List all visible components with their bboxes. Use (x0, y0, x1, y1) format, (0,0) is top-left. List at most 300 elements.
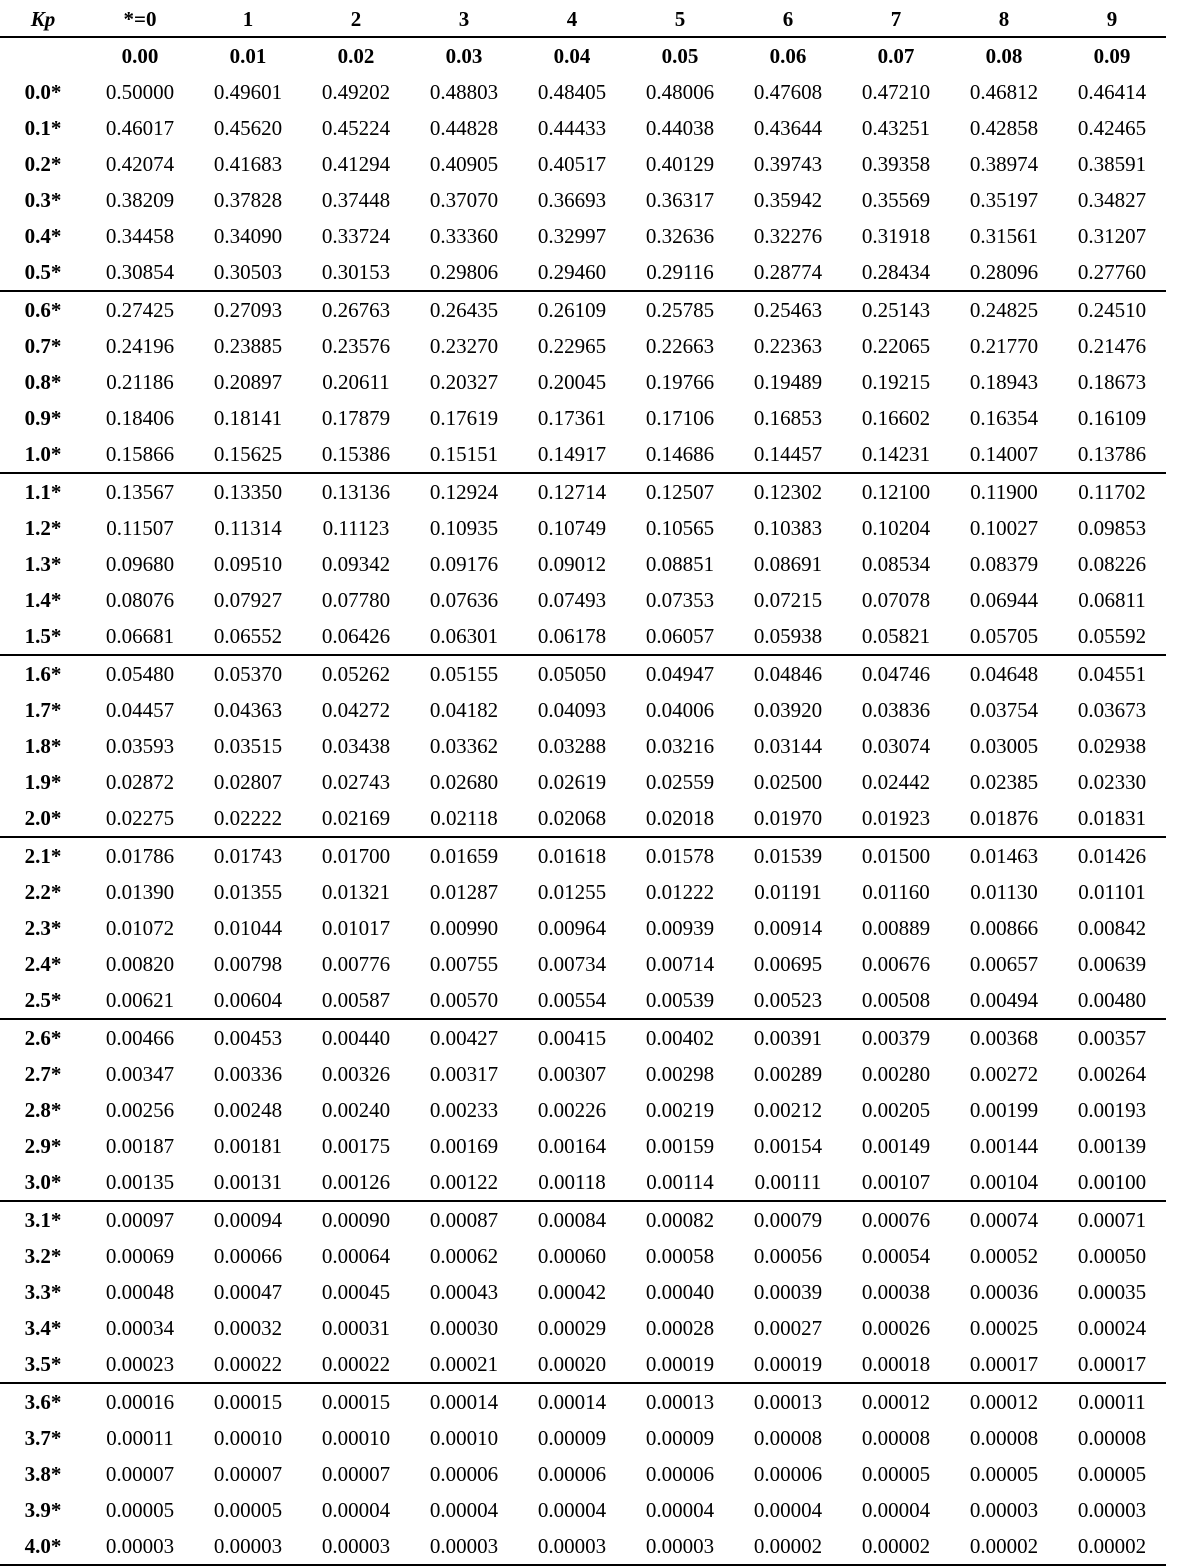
table-cell: 0.00714 (645, 951, 715, 976)
table-cell: 0.01222 (645, 879, 715, 904)
table-cell: 0.05938 (753, 623, 823, 648)
table-cell: 0.00013 (753, 1389, 823, 1414)
table-cell: 0.00914 (753, 915, 823, 940)
table-cell: 0.00038 (861, 1279, 931, 1304)
table-row (0, 874, 1166, 910)
table-cell: 0.00107 (861, 1169, 931, 1194)
table-cell: 0.00219 (645, 1097, 715, 1122)
table-row (0, 1128, 1166, 1164)
table-row (0, 692, 1166, 728)
table-row (0, 764, 1166, 800)
table-cell: 0.22663 (645, 333, 715, 358)
table-cell: 0.00027 (753, 1315, 823, 1340)
table-cell: 0.00003 (321, 1533, 391, 1558)
table-cell: 0.00298 (645, 1061, 715, 1086)
table-cell: 0.00402 (645, 1025, 715, 1050)
table-cell: 0.00022 (213, 1351, 283, 1376)
table-cell: 0.00047 (213, 1279, 283, 1304)
row-label: 0.1* (24, 115, 62, 140)
table-row (0, 510, 1166, 546)
row-label: 3.9* (24, 1497, 62, 1522)
table-cell: 0.06301 (429, 623, 499, 648)
table-cell: 0.00003 (969, 1497, 1039, 1522)
column-header: 3 (458, 6, 470, 31)
row-label: 1.6* (24, 661, 62, 686)
table-row (0, 146, 1166, 182)
table-cell: 0.00006 (645, 1461, 715, 1486)
table-cell: 0.01876 (969, 805, 1039, 830)
row-label: 3.7* (24, 1425, 62, 1450)
table-cell: 0.09176 (429, 551, 499, 576)
table-cell: 0.00415 (537, 1025, 607, 1050)
table-row (0, 1201, 1166, 1238)
table-cell: 0.42465 (1077, 115, 1147, 140)
table-row (0, 328, 1166, 364)
table-row (0, 1346, 1166, 1383)
table-cell: 0.00336 (213, 1061, 283, 1086)
table-cell: 0.00010 (429, 1425, 499, 1450)
table-cell: 0.08691 (753, 551, 823, 576)
table-cell: 0.00199 (969, 1097, 1039, 1122)
table-cell: 0.00755 (429, 951, 499, 976)
table-cell: 0.00012 (861, 1389, 931, 1414)
table-row (0, 946, 1166, 982)
table-cell: 0.04457 (105, 697, 175, 722)
table-cell: 0.34090 (213, 223, 283, 248)
table-cell: 0.00097 (105, 1207, 175, 1232)
table-row (0, 982, 1166, 1019)
table-cell: 0.31561 (969, 223, 1039, 248)
table-cell: 0.00050 (1077, 1243, 1147, 1268)
table-cell: 0.14917 (537, 441, 607, 466)
table-cell: 0.00480 (1077, 987, 1147, 1012)
table-cell: 0.00029 (537, 1315, 607, 1340)
table-cell: 0.00034 (105, 1315, 175, 1340)
table-row (0, 1310, 1166, 1346)
row-label: 0.2* (24, 151, 62, 176)
table-cell: 0.00866 (969, 915, 1039, 940)
table-cell: 0.00004 (321, 1497, 391, 1522)
table-cell: 0.40517 (537, 151, 607, 176)
table-cell: 0.00010 (213, 1425, 283, 1450)
table-cell: 0.01618 (537, 843, 607, 868)
table-row (0, 364, 1166, 400)
table-cell: 0.27760 (1077, 259, 1147, 284)
table-cell: 0.03216 (645, 733, 715, 758)
table-cell: 0.18673 (1077, 369, 1147, 394)
table-cell: 0.00135 (105, 1169, 175, 1194)
table-cell: 0.28096 (969, 259, 1039, 284)
table-cell: 0.00031 (321, 1315, 391, 1340)
table-cell: 0.07215 (753, 587, 823, 612)
table-cell: 0.01321 (321, 879, 391, 904)
table-cell: 0.13567 (105, 479, 175, 504)
table-cell: 0.30854 (105, 259, 175, 284)
table-cell: 0.00154 (753, 1133, 823, 1158)
table-cell: 0.02500 (753, 769, 823, 794)
table-cell: 0.08379 (969, 551, 1039, 576)
table-cell: 0.00008 (1077, 1425, 1147, 1450)
table-cell: 0.00023 (105, 1351, 175, 1376)
table-cell: 0.08226 (1077, 551, 1147, 576)
table-cell: 0.02743 (321, 769, 391, 794)
table-cell: 0.05155 (429, 661, 499, 686)
table-row (0, 1383, 1166, 1420)
table-cell: 0.00016 (105, 1389, 175, 1414)
table-cell: 0.01539 (753, 843, 823, 868)
table-cell: 0.26109 (537, 297, 607, 322)
column-header: 6 (782, 6, 794, 31)
table-cell: 0.20611 (322, 369, 390, 394)
table-cell: 0.00676 (861, 951, 931, 976)
table-cell: 0.06552 (213, 623, 283, 648)
table-cell: 0.02018 (645, 805, 715, 830)
table-cell: 0.41294 (321, 151, 391, 176)
table-cell: 0.00842 (1077, 915, 1147, 940)
table-cell: 0.00494 (969, 987, 1039, 1012)
table-cell: 0.11702 (1078, 479, 1146, 504)
table-cell: 0.00639 (1077, 951, 1147, 976)
table-cell: 0.00048 (105, 1279, 175, 1304)
table-cell: 0.00193 (1077, 1097, 1147, 1122)
table-cell: 0.00003 (429, 1533, 499, 1558)
table-cell: 0.00008 (753, 1425, 823, 1450)
column-header: *=0 (123, 6, 157, 31)
table-cell: 0.06681 (105, 623, 175, 648)
table-cell: 0.17361 (537, 405, 607, 430)
table-cell: 0.00280 (861, 1061, 931, 1086)
table-cell: 0.02068 (537, 805, 607, 830)
row-label: 2.4* (24, 951, 62, 976)
table-cell: 0.16602 (861, 405, 931, 430)
table-cell: 0.00554 (537, 987, 607, 1012)
table-cell: 0.00039 (753, 1279, 823, 1304)
row-label: 3.2* (24, 1243, 62, 1268)
table-cell: 0.00272 (969, 1061, 1039, 1086)
table-cell: 0.00003 (645, 1533, 715, 1558)
table-cell: 0.00030 (429, 1315, 499, 1340)
table-cell: 0.00118 (538, 1169, 606, 1194)
table-cell: 0.04551 (1077, 661, 1147, 686)
table-cell: 0.00820 (105, 951, 175, 976)
table-cell: 0.23885 (213, 333, 283, 358)
table-cell: 0.36317 (645, 187, 715, 212)
table-cell: 0.13786 (1077, 441, 1147, 466)
table-cell: 0.00009 (645, 1425, 715, 1450)
header-row-digits (0, 2, 1166, 37)
row-label: 1.2* (24, 515, 62, 540)
table-cell: 0.02442 (861, 769, 931, 794)
table-cell: 0.07927 (213, 587, 283, 612)
table-cell: 0.04947 (645, 661, 715, 686)
table-cell: 0.00131 (213, 1169, 283, 1194)
table-cell: 0.09853 (1077, 515, 1147, 540)
table-cell: 0.00043 (429, 1279, 499, 1304)
table-cell: 0.20327 (429, 369, 499, 394)
table-cell: 0.00212 (753, 1097, 823, 1122)
table-cell: 0.04272 (321, 697, 391, 722)
table-cell: 0.00002 (969, 1533, 1039, 1558)
table-cell: 0.00009 (537, 1425, 607, 1450)
table-cell: 0.01101 (1078, 879, 1146, 904)
table-cell: 0.03362 (429, 733, 499, 758)
table-cell: 0.07353 (645, 587, 715, 612)
table-cell: 0.00040 (645, 1279, 715, 1304)
table-cell: 0.17879 (321, 405, 391, 430)
table-cell: 0.00169 (429, 1133, 499, 1158)
row-label: 2.3* (24, 915, 62, 940)
table-row (0, 618, 1166, 655)
table-cell: 0.07078 (861, 587, 931, 612)
table-cell: 0.37828 (213, 187, 283, 212)
table-cell: 0.00069 (105, 1243, 175, 1268)
table-cell: 0.00104 (969, 1169, 1039, 1194)
table-cell: 0.00139 (1077, 1133, 1147, 1158)
table-cell: 0.49202 (321, 79, 391, 104)
offset-header: 0.02 (337, 43, 375, 68)
row-label: 2.7* (24, 1061, 62, 1086)
table-cell: 0.02680 (429, 769, 499, 794)
table-cell: 0.48006 (645, 79, 715, 104)
table-cell: 0.01044 (213, 915, 283, 940)
table-cell: 0.00379 (861, 1025, 931, 1050)
row-label: 1.3* (24, 551, 62, 576)
table-cell: 0.05370 (213, 661, 283, 686)
table-cell: 0.19215 (861, 369, 931, 394)
row-label: 1.8* (24, 733, 62, 758)
table-cell: 0.37448 (321, 187, 391, 212)
table-cell: 0.47210 (861, 79, 931, 104)
table-cell: 0.00076 (861, 1207, 931, 1232)
table-row (0, 1420, 1166, 1456)
table-cell: 0.19489 (753, 369, 823, 394)
table-cell: 0.45224 (321, 115, 391, 140)
table-cell: 0.00111 (754, 1169, 822, 1194)
table-row (0, 218, 1166, 254)
offset-header: 0.01 (229, 43, 267, 68)
table-cell: 0.26435 (429, 297, 499, 322)
table-cell: 0.05592 (1077, 623, 1147, 648)
table-cell: 0.29460 (537, 259, 607, 284)
table-cell: 0.00570 (429, 987, 499, 1012)
table-cell: 0.00010 (321, 1425, 391, 1450)
row-label: 2.9* (24, 1133, 62, 1158)
table-cell: 0.39743 (753, 151, 823, 176)
offset-header: 0.04 (553, 43, 591, 68)
table-cell: 0.13350 (213, 479, 283, 504)
table-row (0, 400, 1166, 436)
table-cell: 0.05705 (969, 623, 1039, 648)
table-cell: 0.00003 (105, 1533, 175, 1558)
table-cell: 0.06426 (321, 623, 391, 648)
table-cell: 0.00054 (861, 1243, 931, 1268)
table-cell: 0.00011 (106, 1425, 174, 1450)
table-cell: 0.44828 (429, 115, 499, 140)
table-cell: 0.46017 (105, 115, 175, 140)
table-cell: 0.08076 (105, 587, 175, 612)
table-cell: 0.06178 (537, 623, 607, 648)
table-cell: 0.21770 (969, 333, 1039, 358)
table-cell: 0.05050 (537, 661, 607, 686)
table-cell: 0.22065 (861, 333, 931, 358)
table-cell: 0.00240 (321, 1097, 391, 1122)
table-cell: 0.01426 (1077, 843, 1147, 868)
table-row (0, 546, 1166, 582)
table-cell: 0.00004 (753, 1497, 823, 1522)
table-cell: 0.01743 (213, 843, 283, 868)
table-cell: 0.42858 (969, 115, 1039, 140)
column-header: 8 (998, 6, 1010, 31)
table-cell: 0.49601 (213, 79, 283, 104)
table-cell: 0.02807 (213, 769, 283, 794)
table-cell: 0.02385 (969, 769, 1039, 794)
table-cell: 0.00064 (321, 1243, 391, 1268)
table-cell: 0.02169 (321, 805, 391, 830)
table-cell: 0.00114 (646, 1169, 714, 1194)
table-cell: 0.18141 (213, 405, 283, 430)
table-cell: 0.00776 (321, 951, 391, 976)
table-cell: 0.00003 (1077, 1497, 1147, 1522)
table-cell: 0.00008 (861, 1425, 931, 1450)
table-cell: 0.00126 (321, 1169, 391, 1194)
table-cell: 0.00018 (861, 1351, 931, 1376)
table-cell: 0.03673 (1077, 697, 1147, 722)
table-cell: 0.03144 (753, 733, 823, 758)
table-cell: 0.23270 (429, 333, 499, 358)
table-row (0, 291, 1166, 328)
table-cell: 0.00539 (645, 987, 715, 1012)
row-label: 2.1* (24, 843, 62, 868)
table-cell: 0.15625 (213, 441, 283, 466)
table-cell: 0.41683 (213, 151, 283, 176)
row-label: 3.6* (24, 1389, 62, 1414)
table-cell: 0.08851 (645, 551, 715, 576)
table-cell: 0.05480 (105, 661, 175, 686)
offset-header: 0.05 (661, 43, 699, 68)
table-cell: 0.00007 (321, 1461, 391, 1486)
table-cell: 0.38209 (105, 187, 175, 212)
row-label: 1.0* (24, 441, 62, 466)
row-label: 1.4* (24, 587, 62, 612)
table-cell: 0.00508 (861, 987, 931, 1012)
table-cell: 0.04093 (537, 697, 607, 722)
table-row (0, 1238, 1166, 1274)
table-cell: 0.00005 (861, 1461, 931, 1486)
table-cell: 0.02222 (213, 805, 283, 830)
table-cell: 0.16354 (969, 405, 1039, 430)
table-cell: 0.43644 (753, 115, 823, 140)
table-cell: 0.15151 (429, 441, 499, 466)
header-row-offsets (0, 37, 1166, 74)
offset-header: 0.06 (769, 43, 807, 68)
table-cell: 0.00939 (645, 915, 715, 940)
table-cell: 0.14457 (753, 441, 823, 466)
table-cell: 0.00020 (537, 1351, 607, 1376)
table-row (0, 1092, 1166, 1128)
table-cell: 0.38974 (969, 151, 1039, 176)
row-label: 0.3* (24, 187, 62, 212)
table-cell: 0.10383 (753, 515, 823, 540)
table-cell: 0.00074 (969, 1207, 1039, 1232)
table-cell: 0.01160 (862, 879, 930, 904)
table-row (0, 1164, 1166, 1201)
table-cell: 0.40129 (645, 151, 715, 176)
table-row (0, 1274, 1166, 1310)
table-cell: 0.14686 (645, 441, 715, 466)
row-label: 1.7* (24, 697, 62, 722)
row-label: 0.4* (24, 223, 62, 248)
table-cell: 0.03593 (105, 733, 175, 758)
table-cell: 0.00013 (645, 1389, 715, 1414)
row-label: 3.0* (24, 1169, 62, 1194)
table-cell: 0.13136 (321, 479, 391, 504)
table-cell: 0.23576 (321, 333, 391, 358)
table-cell: 0.35942 (753, 187, 823, 212)
table-cell: 0.00734 (537, 951, 607, 976)
table-cell: 0.26763 (321, 297, 391, 322)
table-cell: 0.11314 (214, 515, 282, 540)
offset-header: 0.00 (121, 43, 159, 68)
table-cell: 0.40905 (429, 151, 499, 176)
table-cell: 0.44433 (537, 115, 607, 140)
table-cell: 0.00144 (969, 1133, 1039, 1158)
table-cell: 0.01017 (321, 915, 391, 940)
table-cell: 0.00066 (213, 1243, 283, 1268)
table-cell: 0.10204 (861, 515, 931, 540)
table-cell: 0.07636 (429, 587, 499, 612)
row-label: 3.8* (24, 1461, 62, 1486)
corner-cell (0, 37, 86, 74)
table-cell: 0.29806 (429, 259, 499, 284)
table-cell: 0.01831 (1077, 805, 1147, 830)
table-cell: 0.03515 (213, 733, 283, 758)
column-header: 7 (890, 6, 902, 31)
row-label: 3.5* (24, 1351, 62, 1376)
table-cell: 0.00006 (429, 1461, 499, 1486)
table-cell: 0.29116 (646, 259, 714, 284)
table-cell: 0.12714 (537, 479, 607, 504)
table-cell: 0.00019 (753, 1351, 823, 1376)
table-cell: 0.00007 (213, 1461, 283, 1486)
table-cell: 0.17106 (645, 405, 715, 430)
table-cell: 0.32276 (753, 223, 823, 248)
table-cell: 0.00014 (429, 1389, 499, 1414)
table-cell: 0.24510 (1077, 297, 1147, 322)
row-label: 0.9* (24, 405, 62, 430)
table-cell: 0.19766 (645, 369, 715, 394)
table-cell: 0.00005 (1077, 1461, 1147, 1486)
table-cell: 0.00248 (213, 1097, 283, 1122)
table-cell: 0.00024 (1077, 1315, 1147, 1340)
table-cell: 0.16853 (753, 405, 823, 430)
table-cell: 0.17619 (429, 405, 499, 430)
table-row (0, 655, 1166, 692)
table-cell: 0.28434 (861, 259, 931, 284)
table-cell: 0.00453 (213, 1025, 283, 1050)
table-cell: 0.06057 (645, 623, 715, 648)
table-cell: 0.39358 (861, 151, 931, 176)
table-row (0, 1492, 1166, 1528)
table-cell: 0.12100 (861, 479, 931, 504)
table-cell: 0.00036 (969, 1279, 1039, 1304)
column-header: 5 (674, 6, 686, 31)
table-cell: 0.16109 (1077, 405, 1147, 430)
table-cell: 0.06811 (1078, 587, 1146, 612)
table-cell: 0.00084 (537, 1207, 607, 1232)
offset-header: 0.07 (877, 43, 915, 68)
table-cell: 0.00060 (537, 1243, 607, 1268)
table-cell: 0.01923 (861, 805, 931, 830)
